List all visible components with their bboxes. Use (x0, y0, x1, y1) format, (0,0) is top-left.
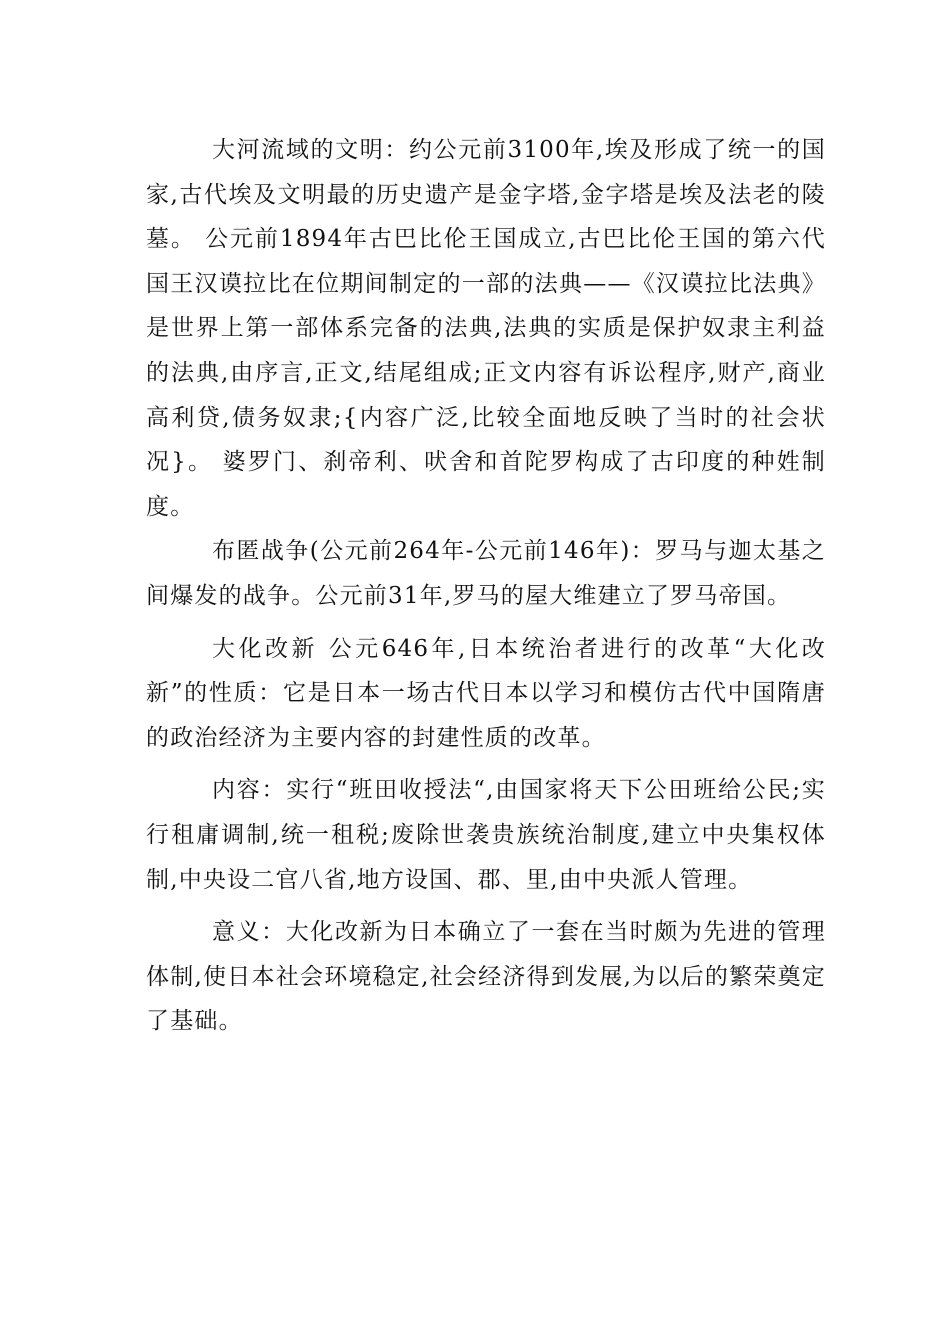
paragraph-reform-significance: 意义：大化改新为日本确立了一套在当时颇为先进的管理体制,使日本社会环境稳定,社会经济得到发展,为以后的繁荣奠定了基础。 (146, 919, 826, 1035)
paragraph-punic-wars: 布匿战争(公元前264年-公元前146年)：罗马与迦太基之间爆发的战争。公元前31年,罗马的屋大维建立了罗马帝国。 (146, 538, 826, 609)
paragraph-reform-content: 内容：实行“班田收授法“,由国家将天下公田班给公民;实行租庸调制,统一租税;废除世袭贵族统治制度,建立中央集权体制,中央设二官八省,地方设国、郡、里,由中央派人管理。 (146, 777, 826, 893)
paragraph-river-civilizations: 大河流域的文明：约公元前3100年,埃及形成了统一的国家,古代埃及文明最的历史遗产是金字塔,金字塔是埃及法老的陵墓。 公元前1894年古巴比伦王国成立,古巴比伦王国的第六代国王汉谟拉比在位期间制定的一部的法典——《汉谟拉比法典》是世界上第一部体系完备的法典,法典的实质是保护奴隶主利益的法典,由序言,正文,结尾组成;正文内容有诉讼程序,财产,商业高利贷,债务奴隶;{内容广泛,比较全面地反映了当时的社会状况}。 婆罗门、刹帝利、吠舍和首陀罗构成了古印度的种姓制度。 (146, 137, 826, 520)
paragraph-taika-reform: 大化改新 公元646年,日本统治者进行的改革“大化改新”的性质：它是日本一场古代日本以学习和模仿古代中国隋唐的政治经济为主要内容的封建性质的改革。 (146, 635, 826, 751)
document-body (146, 128, 826, 1044)
